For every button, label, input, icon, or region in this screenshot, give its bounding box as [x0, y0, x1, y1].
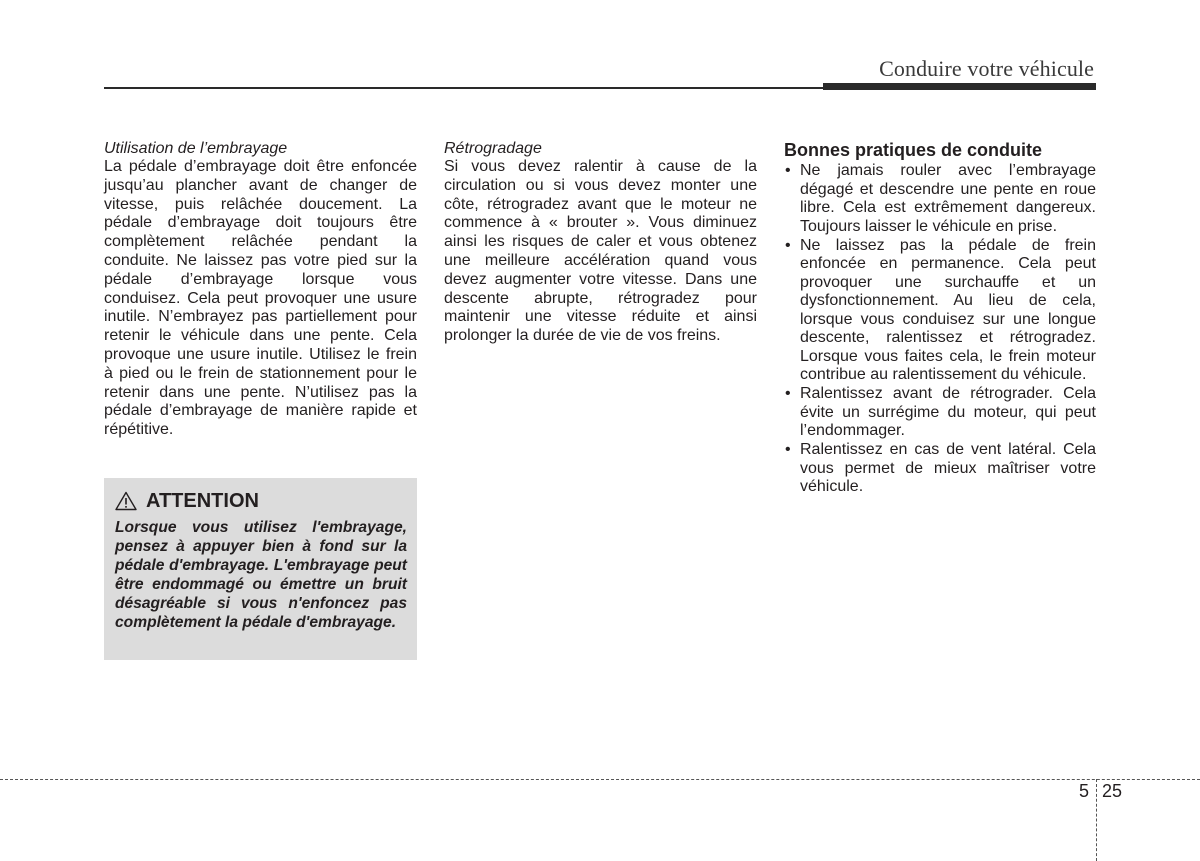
section-number: 5	[1079, 781, 1090, 801]
column-clutch	[104, 139, 417, 440]
footer-divider	[0, 779, 1200, 780]
attention-title: ATTENTION	[146, 489, 259, 512]
bullet-icon: •	[785, 236, 791, 254]
section-heading-downshift: Rétrogradage	[444, 140, 542, 157]
list-item	[784, 385, 1096, 441]
section-heading-good-practices: Bonnes pratiques de conduite	[784, 140, 1043, 160]
paragraph-downshift: Si vous devez ralentir à cause de la circulation ou si vous devez monter une côte, rétrogradez avant que le moteur ne commence à « brouter ». Vous diminuez ainsi les risques de caler et vous obtenez une meilleure accélération quand vous devez augmenter votre vitesse. Dans une descente abrupte, rétrogradez pour maintenir une vitesse réduite et ainsi prolonger la durée de vie de vos freins.	[444, 158, 757, 345]
list-item	[784, 162, 1096, 236]
bullet-icon: •	[785, 385, 791, 402]
column-good-practices	[784, 139, 1096, 497]
paragraph-clutch: La pédale d’embrayage doit être enfoncée jusqu’au plancher avant de changer de vitesse, puis relâchée doucement. La pédale d’embrayage doit toujours être complètement relâchée pendant la conduite. Ne laissez pas votre pied sur la pédale d’embrayage lorsque vous conduisez. Cela peut provoquer une usure inutile. N’embrayez pas partiellement pour retenir le véhicule dans une pente. Cela provoque une usure inutile. Utilisez le frein à pied ou le frein de stationnement pour le retenir dans une pente. N’utilisez pas la pédale d’embrayage de manière rapide et répétitive.	[104, 158, 417, 439]
attention-box	[104, 478, 417, 660]
header-rule-accent	[823, 83, 1096, 90]
list-item	[784, 237, 1096, 385]
list-item-text: Ne laissez pas la pédale de frein enfoncée en permanence. Cela peut provoquer une surchauffe et un dysfonctionnement. Au lieu de cela, lorsque vous conduisez sur une longue descente, ralentissez et rétrogradez. Lorsque vous faites cela, le frein moteur contribue au ralentissement du véhicule.	[800, 236, 1096, 383]
list-item-text: Ralentissez en cas de vent latéral. Cela vous permet de mieux maîtriser votre véhicule.	[800, 441, 1096, 495]
page-header-title: Conduire votre véhicule	[879, 56, 1094, 81]
attention-title-row	[115, 488, 407, 514]
list-item	[784, 441, 1096, 497]
list-item-text: Ne jamais rouler avec l’embrayage dégagé et descendre une pente en roue libre. Cela est extrêmement dangereux. Toujours laisser le véhicule en prise.	[800, 162, 1096, 235]
section-heading-clutch: Utilisation de l’embrayage	[104, 140, 288, 157]
footer-page-divider	[1096, 779, 1097, 861]
bullet-icon: •	[785, 441, 791, 458]
attention-text: Lorsque vous utilisez l'embrayage, pensez à appuyer bien à fond sur la pédale d'embrayage. L'embrayage peut être endommagé ou émettre un bruit désagréable si vous n'enfoncez pas complètement la pédale d'embrayage.	[115, 519, 407, 631]
bullet-icon: •	[785, 162, 791, 179]
warning-triangle-icon	[115, 491, 137, 511]
page-number: 25	[1102, 781, 1123, 801]
column-downshift	[444, 139, 757, 346]
good-practices-list	[784, 162, 1096, 497]
list-item-text: Ralentissez avant de rétrograder. Cela évite un surrégime du moteur, qui peut l’endommager.	[800, 385, 1096, 439]
